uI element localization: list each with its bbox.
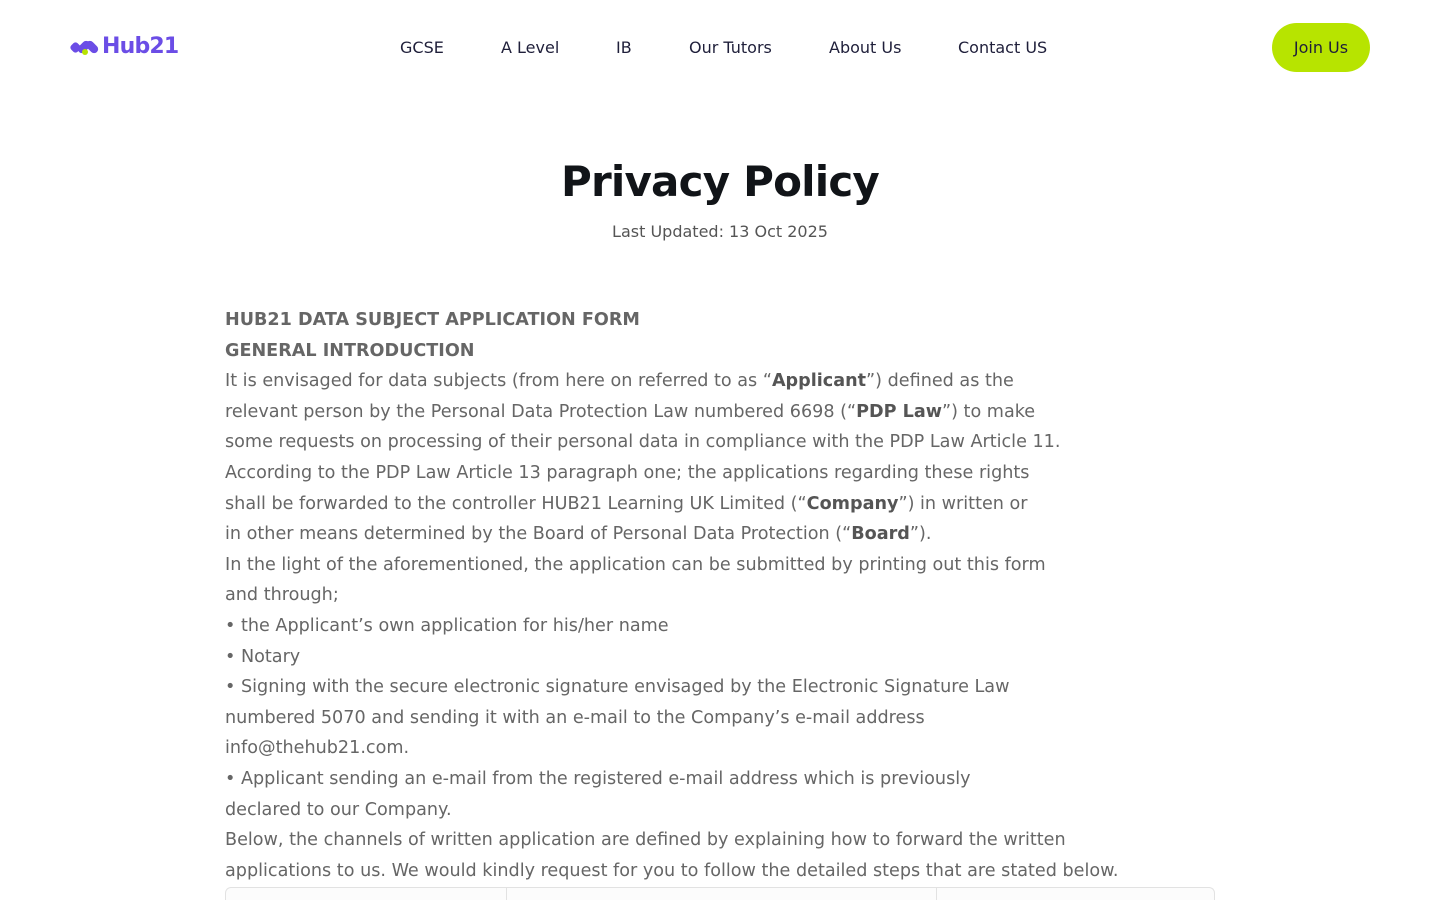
paragraph-line: and through;	[225, 585, 339, 606]
text-segment: relevant person by the Personal Data Protection Law numbered 6698 (“	[225, 401, 857, 422]
term-board: Board	[851, 524, 910, 545]
page-title: Privacy Policy	[560, 157, 879, 206]
paragraph-line: applications to us. We would kindly request for you to follow the detailed steps that are stated below.	[225, 860, 1119, 881]
paragraph-line: Below, the channels of written application are defined by explaining how to forward the written	[225, 830, 1066, 851]
nav-our-tutors[interactable]: Our Tutors	[689, 38, 772, 57]
intro-line	[225, 519, 1185, 550]
intro-line	[225, 366, 1185, 397]
main-nav	[0, 34, 1440, 59]
list-item: • Notary	[225, 646, 301, 667]
logo-text: Hub21	[102, 34, 179, 59]
paragraph-line: In the light of the aforementioned, the application can be submitted by printing out this form	[225, 554, 1046, 575]
intro-line	[225, 489, 1185, 520]
nav-about-us[interactable]: About Us	[829, 38, 902, 57]
text-segment: in other means determined by the Board of Personal Data Protection (“	[225, 524, 852, 545]
list-item: • Signing with the secure electronic signature envisaged by the Electronic Signature Law	[225, 677, 1010, 698]
form-heading: HUB21 DATA SUBJECT APPLICATION FORM	[225, 310, 640, 330]
top-navbar	[0, 0, 1440, 95]
text-segment: ”) in written or	[898, 493, 1028, 514]
list-item-continued: numbered 5070 and sending it with an e-mail to the Company’s e-mail address	[225, 707, 925, 728]
nav-contact-us[interactable]: Contact US	[958, 38, 1048, 57]
text-segment: ”).	[909, 524, 932, 545]
text-segment: It is envisaged for data subjects (from here on referred to as “	[225, 371, 772, 392]
list-item: • Applicant sending an e-mail from the registered e-mail address which is previously	[225, 768, 971, 789]
intro-heading: GENERAL INTRODUCTION	[225, 340, 475, 361]
text-segment: ”) defined as the	[866, 371, 1014, 392]
last-updated: Last Updated: 13 Oct 2025	[612, 222, 828, 241]
table-column-divider	[936, 888, 937, 900]
intro-line: According to the PDP Law Article 13 paragraph one; the applications regarding these rights	[225, 462, 1030, 483]
channels-table	[225, 887, 1215, 900]
term-company: Company	[806, 493, 899, 514]
text-segment: shall be forwarded to the controller HUB21 Learning UK Limited (“	[225, 493, 807, 514]
term-applicant: Applicant	[771, 371, 867, 392]
nav-gcse[interactable]: GCSE	[400, 38, 444, 57]
nav-a-level[interactable]: A Level	[501, 38, 560, 57]
policy-content	[225, 305, 1185, 886]
table-column-divider	[506, 888, 507, 900]
intro-line: some requests on processing of their personal data in compliance with the PDP Law Article 11.	[225, 432, 1061, 453]
text-segment: ”) to make	[941, 401, 1036, 422]
list-item: • the Applicant’s own application for his/her name	[225, 615, 669, 636]
term-pdp-law: PDP Law	[856, 401, 942, 422]
intro-line	[225, 397, 1185, 428]
join-us-button[interactable]: Join Us	[1272, 23, 1370, 72]
list-item-continued: declared to our Company.	[225, 799, 452, 820]
email-address: info@thehub21.com.	[225, 738, 410, 759]
nav-ib[interactable]: IB	[616, 38, 632, 57]
